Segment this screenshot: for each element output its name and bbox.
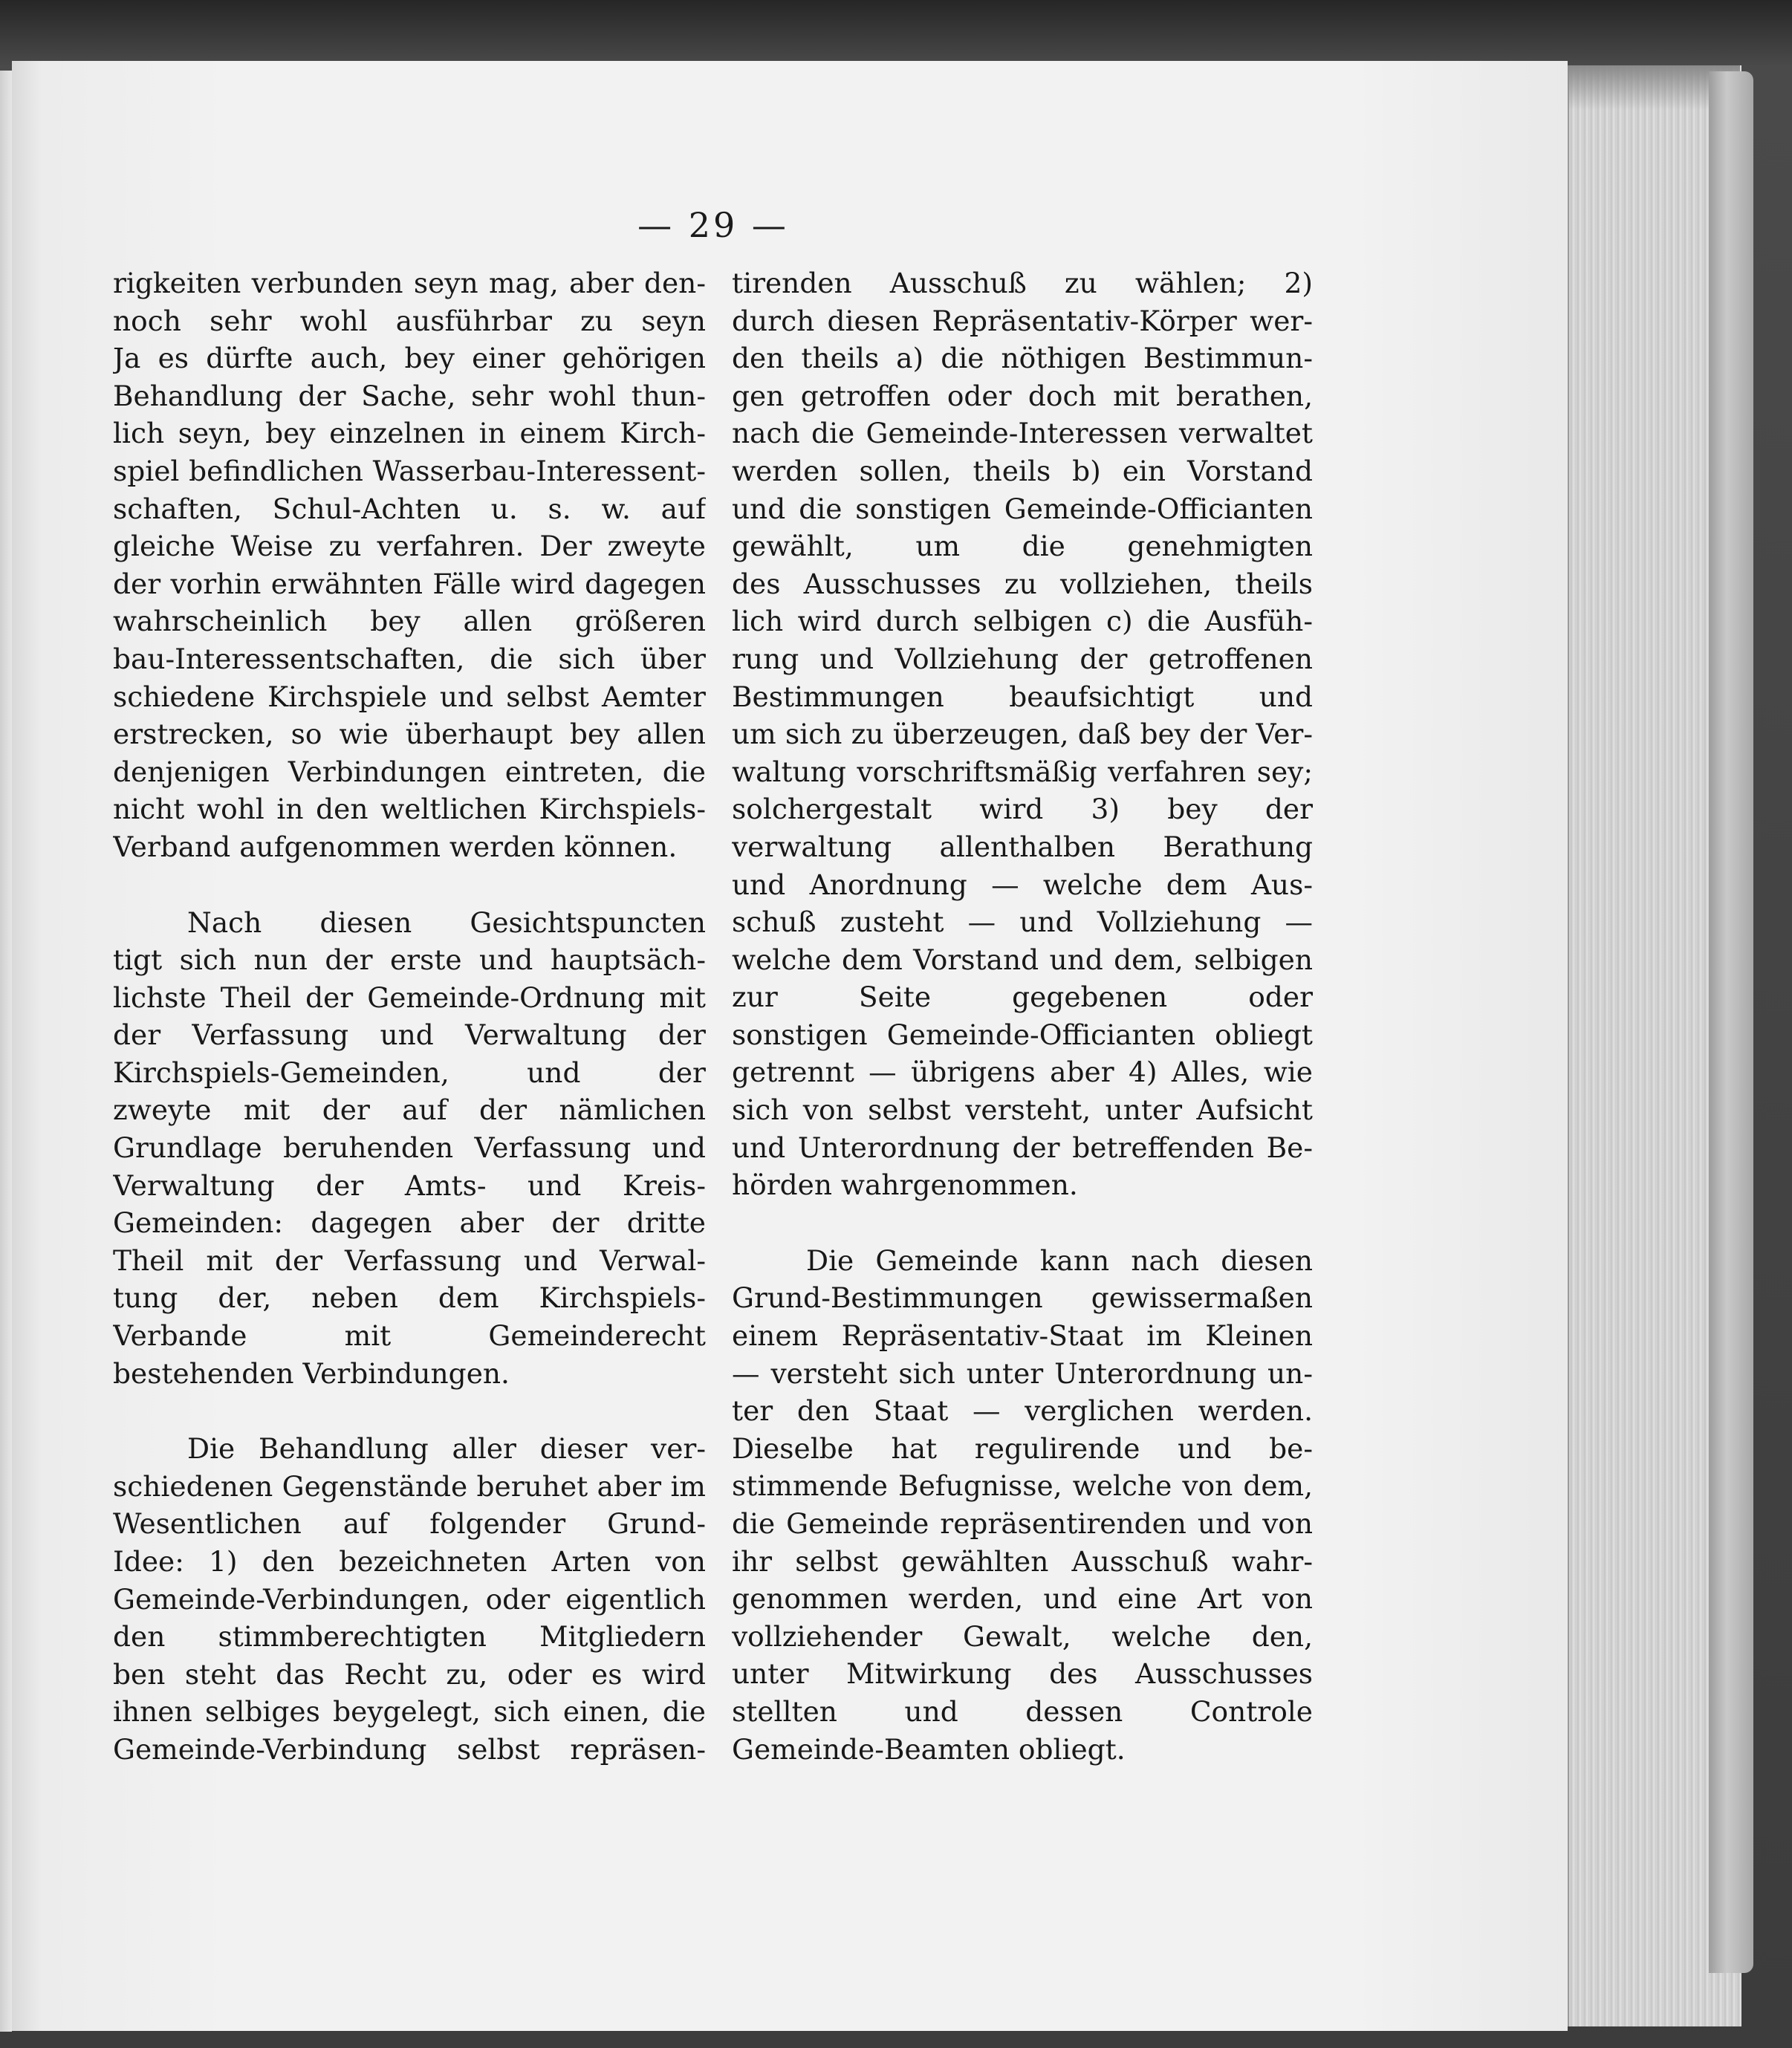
paragraph-gap: [113, 1392, 706, 1430]
text-line: Gemeinden: dagegen aber der dritte: [113, 1206, 706, 1240]
text-line: Verband aufgenommen werden können.: [113, 830, 678, 863]
text-line: tigt sich nun der erste und hauptsäch-: [113, 943, 706, 977]
text-line: noch sehr wohl ausführbar zu seyn: [113, 304, 706, 337]
text-line: nach die Gemeinde-Interessen verwaltet: [732, 417, 1313, 450]
text-line: getrennt — übrigens aber 4) Alles, wie: [732, 1056, 1313, 1089]
text-line: Grund-Bestimmungen gewissermaßen: [732, 1281, 1313, 1315]
book-cover-edge: [1709, 71, 1753, 1973]
text-line: tung der, neben dem Kirchspiels-: [113, 1281, 706, 1315]
text-line: schaften, Schul-Achten u. s. w. auf: [113, 492, 706, 525]
text-line: und die sonstigen Gemeinde-Officianten: [732, 492, 1313, 525]
text-line: die Gemeinde repräsentirenden und von: [732, 1507, 1313, 1540]
text-line: Behandlung der Sache, sehr wohl thun-: [113, 379, 706, 412]
text-line: Nach diesen Gesichtspuncten: [187, 906, 706, 939]
text-line: unter Mitwirkung des Ausschusses: [732, 1657, 1313, 1691]
text-line: Bestimmungen beaufsichtigt und: [732, 680, 1313, 713]
text-line: rung und Vollziehung der getroffenen: [732, 642, 1313, 675]
text-line: werden sollen, theils b) ein Vorstand: [732, 454, 1313, 487]
text-line: welche dem Vorstand und dem, selbigen: [732, 943, 1313, 976]
text-line: Gemeinde-Verbindung selbst repräsen-: [113, 1732, 706, 1766]
text-line: zur Seite gegebenen oder: [732, 981, 1313, 1014]
text-line: Dieselbe hat regulirende und be-: [732, 1431, 1313, 1465]
text-line: ben steht das Recht zu, oder es wird: [113, 1657, 706, 1691]
text-line: — versteht sich unter Unterordnung un-: [732, 1356, 1313, 1390]
text-line: schuß zusteht — und Vollziehung —: [732, 906, 1313, 939]
text-line: ihr selbst gewählten Ausschuß wahr-: [732, 1544, 1313, 1578]
paragraph-gap: [113, 866, 706, 904]
text-line: Verbande mit Gemeinderecht: [113, 1319, 706, 1353]
text-line: Grundlage beruhenden Verfassung und: [113, 1131, 706, 1165]
text-line: schiedene Kirchspiele und selbst Aemter: [113, 680, 706, 713]
text-line: solchergestalt wird 3) bey der: [732, 793, 1313, 826]
previous-page-edge: [0, 71, 12, 2032]
text-line: erstrecken, so wie überhaupt bey allen: [113, 718, 706, 751]
text-line: lich wird durch selbigen c) die Ausfüh-: [732, 605, 1313, 638]
text-line: waltung vorschriftsmäßig verfahren sey;: [732, 755, 1313, 788]
text-line: gleiche Weise zu verfahren. Der zweyte: [113, 530, 706, 563]
paragraph-gap: [732, 1204, 1313, 1242]
text-line: und Unterordnung der betreffenden Be-: [732, 1131, 1313, 1164]
text-line: Theil mit der Verfassung und Verwal-: [113, 1244, 706, 1277]
text-line: rigkeiten verbunden seyn mag, aber den-: [113, 267, 706, 299]
text-line: lichste Theil der Gemeinde-Ordnung mit: [113, 981, 706, 1014]
text-line: Die Gemeinde kann nach diesen: [806, 1244, 1313, 1277]
text-line: sich von selbst versteht, unter Aufsicht: [732, 1093, 1313, 1127]
text-line: vollziehender Gewalt, welche den,: [732, 1619, 1313, 1653]
text-line: den stimmberechtigten Mitgliedern: [113, 1620, 706, 1654]
text-line: Gemeinde-Beamten obliegt.: [732, 1732, 1126, 1766]
text-line: der Verfassung und Verwaltung der: [113, 1018, 706, 1052]
text-line: des Ausschusses zu vollziehen, theils: [732, 567, 1313, 600]
text-line: bestehenden Verbindungen.: [113, 1356, 510, 1390]
text-line: Idee: 1) den bezeichneten Arten von: [113, 1545, 706, 1578]
text-line: gewählt, um die genehmigten: [732, 530, 1313, 563]
text-line: nicht wohl in den weltlichen Kirchspiels-: [113, 793, 706, 826]
text-line: und Anordnung — welche dem Aus-: [732, 868, 1313, 901]
text-line: verwaltung allenthalben Berathung: [732, 830, 1313, 863]
text-line: schiedenen Gegenstände beruhet aber im: [113, 1469, 706, 1503]
text-line: bau-Interessentschaften, die sich über: [113, 642, 706, 675]
text-line: sonstigen Gemeinde-Officianten obliegt: [732, 1018, 1313, 1051]
text-line: spiel befindlichen Wasserbau-Interessent-: [113, 454, 706, 487]
text-line: Kirchspiels-Gemeinden, und der: [113, 1056, 706, 1089]
text-line: zweyte mit der auf der nämlichen: [113, 1093, 706, 1127]
right-text-column: [732, 264, 1313, 1768]
text-line: denjenigen Verbindungen eintreten, die: [113, 755, 706, 788]
text-line: wahrscheinlich bey allen größeren: [113, 605, 706, 638]
text-line: genommen werden, und eine Art von: [732, 1582, 1313, 1616]
left-text-column: [113, 264, 706, 1769]
text-line: gen getroffen oder doch mit berathen,: [732, 379, 1313, 412]
text-line: hörden wahrgenommen.: [732, 1168, 1078, 1202]
text-line: tirenden Ausschuß zu wählen; 2): [732, 267, 1313, 299]
text-line: Die Behandlung aller dieser ver-: [187, 1432, 706, 1466]
text-line: Verwaltung der Amts- und Kreis-: [113, 1168, 706, 1202]
text-line: stellten und dessen Controle: [732, 1694, 1313, 1728]
text-line: ter den Staat — verglichen werden.: [732, 1394, 1313, 1428]
text-line: Gemeinde-Verbindungen, oder eigentlich: [113, 1582, 706, 1616]
text-line: durch diesen Repräsentativ-Körper wer-: [732, 304, 1313, 337]
text-line: der vorhin erwähnten Fälle wird dagegen: [113, 567, 706, 600]
page-number: — 29 —: [637, 205, 789, 245]
text-line: den theils a) die nöthigen Bestimmun-: [732, 342, 1313, 375]
text-line: lich seyn, bey einzelnen in einem Kirch-: [113, 417, 706, 450]
text-line: stimmende Befugnisse, welche von dem,: [732, 1469, 1313, 1503]
text-line: Ja es dürfte auch, bey einer gehörigen: [113, 342, 706, 375]
text-line: einem Repräsentativ-Staat im Kleinen: [732, 1319, 1313, 1353]
text-line: Wesentlichen auf folgender Grund-: [113, 1507, 706, 1541]
text-line: um sich zu überzeugen, daß bey der Ver-: [732, 718, 1313, 751]
text-line: ihnen selbiges beygelegt, sich einen, die: [113, 1695, 706, 1729]
